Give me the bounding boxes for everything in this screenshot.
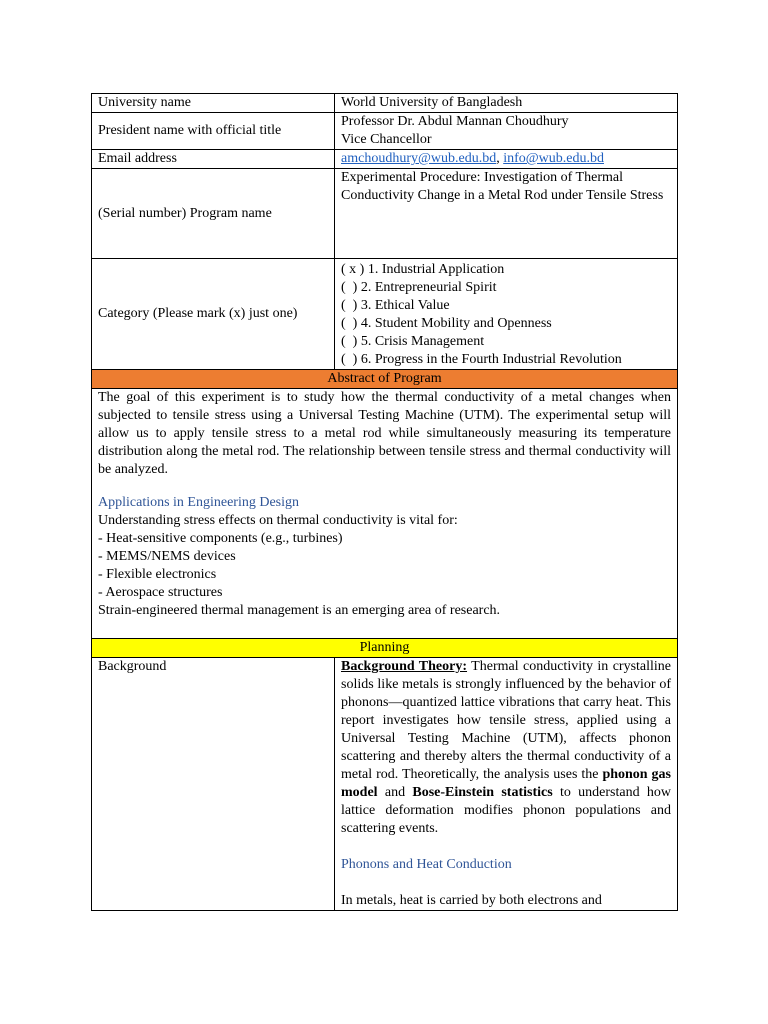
abstract-body [92, 389, 678, 639]
category-option-fourth-industrial: ( ) 6. Progress in the Fourth Industrial Revolution [341, 352, 622, 367]
applications-intro: Understanding stress effects on thermal conductivity is vital for: [98, 513, 458, 528]
category-option-ethical: ( ) 3. Ethical Value [341, 298, 450, 313]
category-label: Category (Please mark (x) just one) [92, 259, 335, 370]
president-value-cell [335, 113, 678, 150]
background-label: Background [92, 658, 335, 911]
email-label: Email address [92, 150, 335, 169]
president-row [92, 113, 678, 150]
applications-item: - Flexible electronics [98, 567, 217, 582]
background-content [335, 658, 678, 911]
email-link-info[interactable]: info@wub.edu.bd [503, 151, 604, 166]
category-row [92, 259, 678, 370]
email-value-cell [335, 150, 678, 169]
email-separator: , [496, 151, 504, 166]
category-option-crisis: ( ) 5. Crisis Management [341, 334, 485, 349]
category-option-industrial: ( x ) 1. Industrial Application [341, 262, 505, 277]
program-row [92, 169, 678, 259]
abstract-body-row [92, 389, 678, 639]
university-row [92, 94, 678, 113]
president-title: Vice Chancellor [341, 132, 432, 147]
applications-closing: Strain-engineered thermal management is an emerging area of research. [98, 603, 501, 618]
background-theory-text: Thermal conductivity in crystalline solids like metals is strongly influenced by the behavior of phonons—quantized lattice vibrations that carry heat. This report investigates how tensile stress, applied using a Universal Testing Machine (UTM), affects phonon scattering and thereby alters the thermal conductivity of a metal rod. Theoretically, the analysis uses the [341, 659, 671, 782]
program-value: Experimental Procedure: Investigation of Thermal Conductivity Change in a Metal Rod under Tensile Stress [335, 169, 678, 259]
program-form-table [91, 93, 678, 911]
applications-item: - Heat-sensitive components (e.g., turbines) [98, 531, 343, 546]
email-link-primary[interactable]: amchoudhury@wub.edu.bd [341, 151, 497, 166]
applications-heading: Applications in Engineering Design [98, 495, 300, 510]
university-label: University name [92, 94, 335, 113]
background-theory-text-end: to understand how lattice deformation modifies phonon populations and scattering events. [341, 785, 671, 836]
president-label: President name with official title [92, 113, 335, 150]
background-theory-paragraph [341, 658, 671, 838]
category-option-mobility: ( ) 4. Student Mobility and Openness [341, 316, 552, 331]
spacer [341, 874, 671, 892]
abstract-header-row [92, 370, 678, 389]
background-continuation: In metals, heat is carried by both electrons and [341, 893, 602, 908]
email-row [92, 150, 678, 169]
background-row [92, 658, 678, 911]
phonons-heading: Phonons and Heat Conduction [341, 857, 512, 872]
applications-item: - MEMS/NEMS devices [98, 549, 236, 564]
category-options [335, 259, 678, 370]
planning-header-row [92, 639, 678, 658]
planning-header: Planning [92, 639, 678, 658]
category-option-entrepreneurial: ( ) 2. Entrepreneurial Spirit [341, 280, 497, 295]
president-name: Professor Dr. Abdul Mannan Choudhury [341, 114, 569, 129]
abstract-paragraph: The goal of this experiment is to study how the thermal conductivity of a metal changes when subjected to tensile stress using a Universal Testing Machine (UTM). The experimental setup will allow us to apply tensile stress to a metal rod while simultaneously measuring its temperature distribution along the metal rod. The relationship between tensile stress and thermal conductivity will be analyzed. [98, 390, 671, 477]
abstract-header: Abstract of Program [92, 370, 678, 389]
applications-item: - Aerospace structures [98, 585, 223, 600]
background-theory-lead: Background Theory: [341, 659, 468, 674]
program-label: (Serial number) Program name [92, 169, 335, 259]
university-value: World University of Bangladesh [335, 94, 678, 113]
bose-einstein-term: Bose-Einstein statistics [412, 785, 553, 800]
conjunction-text: and [377, 785, 413, 800]
phonon-gas-model-term: phonon gas model [341, 767, 671, 800]
